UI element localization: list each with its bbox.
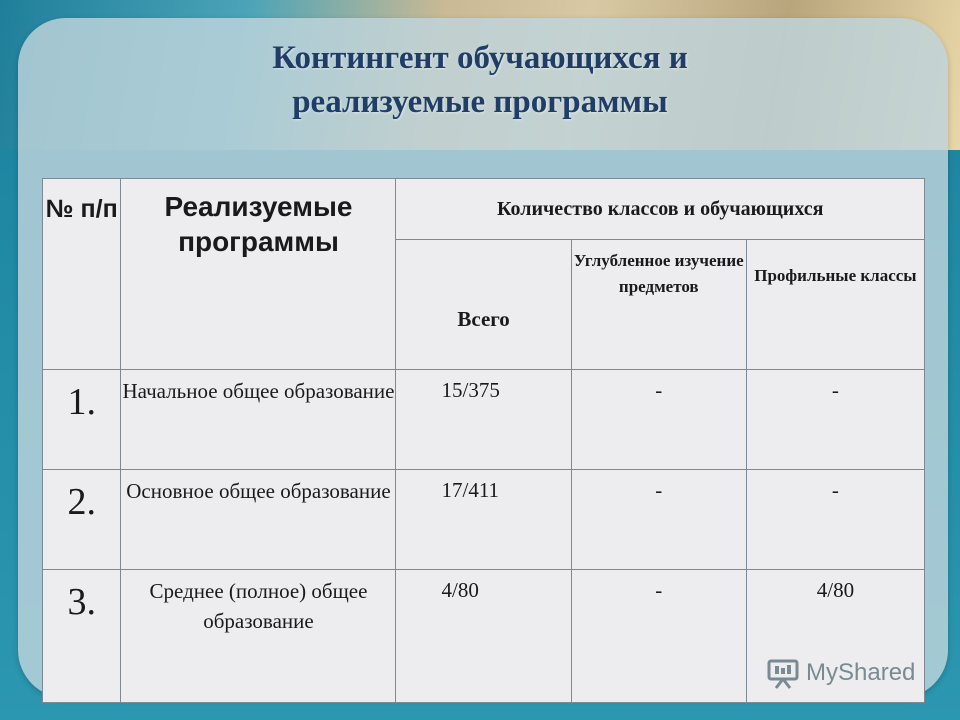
row-program: Начальное общее образование — [121, 370, 396, 470]
header-row — [43, 179, 925, 240]
header-programs: Реализуемые программы — [121, 179, 396, 370]
title-line-2: реализуемые программы — [292, 84, 668, 120]
table-row — [43, 370, 925, 470]
row-in-depth: - — [571, 370, 746, 470]
watermark-text: MyShared — [806, 659, 916, 686]
slide-title — [0, 36, 960, 124]
row-program: Основное общее образование — [121, 470, 396, 570]
row-number: 3. — [43, 570, 121, 703]
row-total: 15/375 — [396, 370, 571, 470]
row-program: Среднее (полное) общее образование — [121, 570, 396, 703]
programs-table — [42, 178, 925, 703]
row-total: 4/80 — [396, 570, 571, 703]
presentation-board-icon — [766, 656, 800, 690]
row-profile: - — [746, 370, 924, 470]
row-profile: 4/80 — [746, 570, 924, 703]
header-in-depth: Углубленное изучение предметов — [571, 240, 746, 370]
watermark-logo — [766, 656, 915, 690]
header-profile: Профильные классы — [746, 240, 924, 370]
header-number: № п/п — [43, 179, 121, 370]
row-in-depth: - — [571, 570, 746, 703]
row-total: 17/411 — [396, 470, 571, 570]
header-quantity: Количество классов и обучающихся — [396, 179, 925, 240]
row-number: 1. — [43, 370, 121, 470]
table-row — [43, 470, 925, 570]
header-total: Всего — [396, 240, 571, 370]
title-line-1: Контингент обучающихся и — [272, 40, 688, 76]
row-profile: - — [746, 470, 924, 570]
row-number: 2. — [43, 470, 121, 570]
row-in-depth: - — [571, 470, 746, 570]
